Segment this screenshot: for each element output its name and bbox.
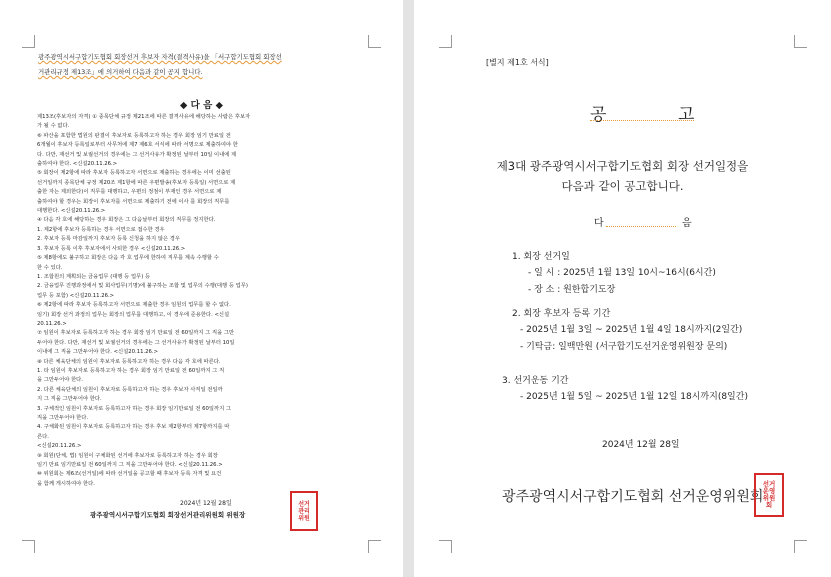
regulation-line: 임기 만료 임기만료일 전 60일까지 그 직을 그만두어야 한다. <신설20.11.26.> — [37, 462, 223, 469]
regulation-line: 2. 후보자 등록 마감일까지 후보자 등록 신청을 하지 않은 경우 — [37, 236, 181, 243]
schedule-item: - 장 소 : 원한합기도장 — [528, 285, 616, 295]
crop-mark — [439, 35, 452, 48]
regulation-line: ⑧ 다른 체육단체의 임원이 후보자로 등록하고자 하는 경우 다음 각 호에 따른다. — [37, 358, 221, 365]
schedule-item: - 2025년 1월 5일 ~ 2025년 1월 12일 18시까지(8일간) — [520, 392, 748, 402]
regulation-text — [37, 113, 367, 489]
regulation-line: 1. 제2항에 후보자 등록하는 경우 서면으로 접수한 경우 — [37, 226, 165, 233]
announcement-date: 2024년 12월 28일 — [602, 440, 680, 450]
regulation-line: 선거일까지 종목단체 규정 제20조 제1항에 따른 우편발송(후보자 등록일) 서면으로 제 — [37, 179, 236, 186]
regulation-line: 3. 후보자 등록 이후 후보자에서 사퇴한 경우 <신설20.11.26.> — [37, 245, 186, 252]
regulation-line: 을 그만두어야 한다. — [37, 377, 83, 384]
form-label: [별지 제1호 서식] — [486, 58, 549, 67]
crop-mark — [368, 35, 381, 48]
section-title: 3. 선거운동 기간 — [502, 376, 569, 386]
regulation-line: 6개월이 후보자 등록일로부터 사무처에 제7 제6호 서식에 따라 서명으로 제출하여야 한 — [37, 142, 238, 149]
announcement-line: 제3대 광주광역시서구합기도협회 회장 선거일정을 — [496, 159, 749, 173]
regulation-line: ⑨ 회원(단체, 법) 임원이 구체화된 선거에 후보자로 등록하고자 하는 경우 회장 — [37, 452, 218, 459]
schedule-item: - 기탁금: 일백만원 (서구합기도선거운영위원장 문의) — [520, 342, 728, 352]
regulation-line: 임기) 회장 선거 과정의 업무는 회장의 업무를 대행하고, 이 경우에 준용한다. <신설 — [37, 311, 230, 318]
notice-date: 2024년 12월 28일 — [180, 500, 232, 507]
crop-mark — [794, 35, 807, 48]
regulation-line: 1. 조합원의 계획되는 금융업무 (대행 등 업무) 등 — [37, 273, 151, 280]
regulation-line: 출하여야 할 경우는 회장이 후보자를 서면으로 제출하기 전에 이사 를 회장의 직무를 — [37, 198, 230, 205]
regulation-line: 3. 구체적인 임원이 후보자로 등록하고자 하는 경우 회장 임기만료일 전 60일까지 그 — [37, 405, 232, 412]
regulation-line: <신설20.11.26.> — [37, 443, 82, 450]
regulation-line: 다. 다만, 재선거 및 보궐선거의 경우에는 그 선거사유가 확정된 날부터 10일 이내에 제 — [37, 151, 237, 158]
notice-title: 공 — [590, 105, 607, 125]
regulation-line: 업무 등 포함) <신설20.11.26.> — [37, 292, 115, 299]
regulation-line: ④ 다음 각 호에 해당하는 경우 회장은 그 다음날부터 회장의 직무를 정지한다. — [37, 217, 216, 224]
notice-title: 고 — [678, 105, 695, 125]
regulation-line: 대행한다. <신설20.11.26.> — [37, 208, 106, 215]
regulation-line: 을 함께 게시하여야 한다. — [37, 480, 95, 487]
eum-label: 음 — [682, 218, 692, 229]
crop-mark — [22, 35, 35, 48]
document-page-left — [0, 0, 403, 577]
regulation-line: ⑥ 파산을 포함한 법원의 판결이 후보자로 등록하고자 하는 경우 회장 임기 만료일 전 — [37, 132, 231, 139]
regulation-line: 두어야 한다. 다만, 재선거 및 보궐선거의 경우에는 그 선거사유가 확정된 날부터 10일 — [37, 339, 235, 346]
regulation-line: 른다. — [37, 433, 49, 440]
intro-line: 거관리규정 제13조」에 의거하여 다음과 같이 공지 합니다. — [38, 68, 203, 76]
regulation-line: 한 수 있다. — [37, 264, 63, 271]
schedule-item: - 2025년 1월 3일 ~ 2025년 1월 4일 18시까지(2일간) — [520, 325, 743, 335]
regulation-line: 2. 금융업무 진행과정에서 및 회사업무(기명)에 불구하는 조합 및 업무의 수행(대행 등 업무) — [37, 283, 248, 290]
regulation-line: ⑥ 제2항에 따라 후보자 등록하고자 서면으로 제출한 경우 임원의 업무를 할 수 없다. — [37, 302, 231, 309]
committee-signature: 광주광역시서구합기도협회 회장선거관리위원회 위원장 — [90, 511, 246, 519]
notice-intro — [38, 50, 360, 80]
regulation-line: 출한 자는 제외한다)이 직무를 대행하고, 우편의 정점이 부재인 경우 서면으로 제 — [37, 189, 222, 196]
section-title: 2. 회장 후보자 등록 기간 — [512, 309, 611, 319]
regulation-line: 지 그 직을 그만두어야 한다. — [37, 396, 102, 403]
notice-heading: ◆ 다 음 ◆ — [180, 100, 223, 111]
da-eum-underline — [606, 226, 676, 227]
crop-mark — [439, 540, 452, 553]
document-page-right — [414, 0, 831, 577]
regulation-line: 4. 구체화된 임원이 후보자로 등록하고자 하는 경우 후보 제2항부터 제7항까지를 따 — [37, 424, 230, 431]
title-underline — [590, 120, 694, 121]
regulation-line: 가 될 수 없다. — [37, 123, 70, 130]
regulation-line: ⑦ 임원이 후보자로 등록하고자 하는 경우 회장 임기 만료일 전 60일까지 그 직을 그만 — [37, 330, 235, 337]
crop-mark — [368, 540, 381, 553]
crop-mark — [794, 540, 807, 553]
regulation-line: 직을 그만두어야 한다. — [37, 415, 89, 421]
regulation-line: 20.11.26.> — [37, 320, 67, 327]
official-seal-stamp: 선거 관리 위원 — [290, 491, 318, 531]
committee-signature: 광주광역시서구합기도협회 선거운영위원회 — [502, 489, 764, 505]
regulation-line: ⑩ 위원회는 제6조(선거일)에 따라 선거일을 공고할 때 후보자 등록 자격 및 요건 — [37, 471, 222, 478]
intro-line: 광주광역시서구합기도협회 회장선거 후보자 자격(결격사유)을 「서구합기도협회 회장선 — [38, 53, 282, 61]
schedule-item: - 일 시 : 2025년 1월 13일 10시~16시(6시간) — [528, 268, 716, 278]
regulation-line: ⑤ 회장이 제2항에 따라 후보자 등록하고자 서면으로 제출하는 경우에는 이미 선출된 — [37, 170, 231, 177]
regulation-line: 1. 타 임원이 후보자로 등록하고자 하는 경우 회장 임기 만료일 전 60일까지 그 직 — [37, 367, 225, 374]
section-title: 1. 회장 선거일 — [512, 252, 570, 262]
da-label: 다 — [594, 218, 604, 229]
regulation-line: 이내에 그 직을 그만두어야 한다. <신설20.11.26.> — [37, 349, 159, 356]
regulation-line: 2. 다른 체육단체의 임원이 후보자로 등록하고자 하는 경우 후보자 사직일 전일까 — [37, 386, 223, 393]
regulation-line: 출하여야 한다. <신설20.11.26.> — [37, 161, 118, 168]
crop-mark — [22, 540, 35, 553]
regulation-line: ⑤ 제8항에도 불구하고 회장은 다음 각 호 업무에 한하여 직무를 계속 수행할 수 — [37, 255, 219, 262]
official-seal-stamp: 선거 운영 위원 회 — [754, 473, 784, 517]
regulation-line: 제13조(후보자의 자격) ① 종목단체 규정 제21조에 따른 결격사유에 해당하는 사람은 후보자 — [37, 114, 251, 120]
announcement-line: 다음과 같이 공고합니다. — [561, 179, 684, 193]
